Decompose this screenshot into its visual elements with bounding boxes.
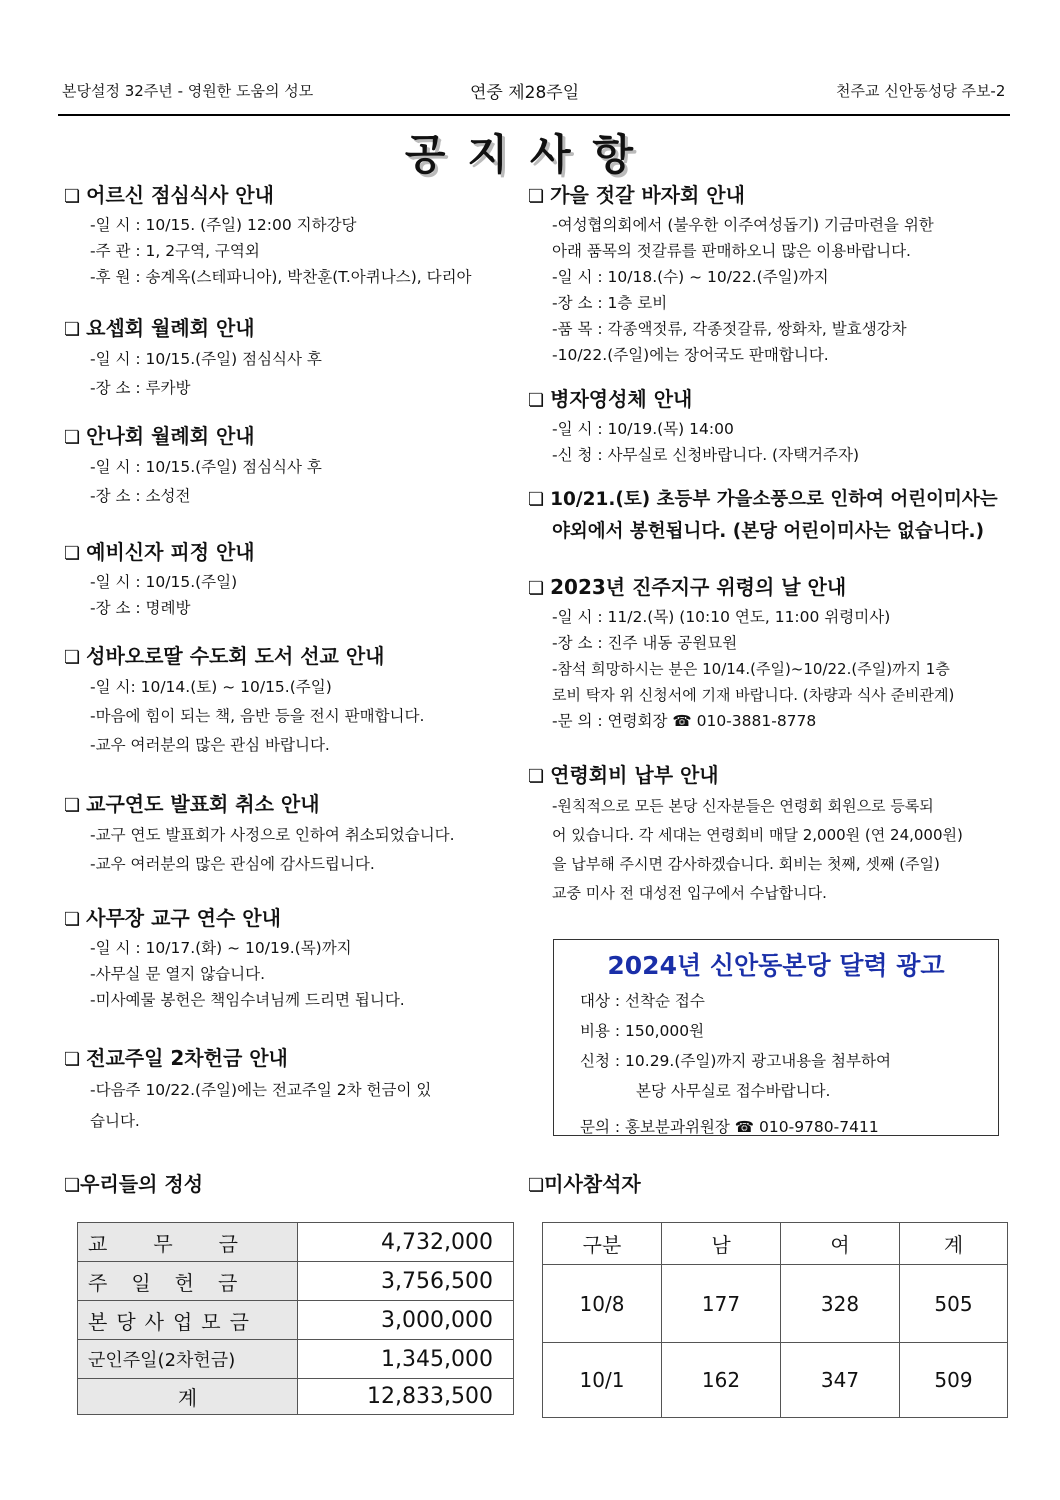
ad-title: 2024년 신안동본당 달력 광고 [607, 951, 945, 980]
section-title-continued: 야외에서 봉헌됩니다. (본당 어린이미사는 없습니다.) [552, 521, 985, 542]
table-row [543, 1265, 1008, 1343]
offering-value: 3,000,000 [298, 1301, 514, 1340]
ad-label: 대상 : [580, 992, 621, 1010]
section-seniors-lunch [64, 180, 524, 313]
cell: 10/8 [543, 1265, 662, 1343]
section-title: 전교주일 2차헌금 안내 [86, 1046, 288, 1070]
section-pauline [64, 641, 524, 789]
table-row [78, 1379, 514, 1415]
section-title: 교구연도 발표회 취소 안내 [86, 792, 320, 816]
page-title: 공지사항 [404, 130, 656, 179]
cell: 162 [662, 1343, 781, 1418]
attendance-title: 미사참석자 [544, 1172, 641, 1196]
cell: 177 [662, 1265, 781, 1343]
line: -품 목 : 각종액젓류, 각종젓갈류, 쌍화차, 발효생강차 [552, 320, 907, 338]
ad-value: 선착순 접수 [625, 992, 705, 1010]
checkbox-icon: ❏ [64, 427, 81, 448]
offering-value: 3,756,500 [298, 1262, 514, 1301]
section-title: 성바오로딸 수도회 도서 선교 안내 [86, 644, 385, 668]
ad-value: 10.29.(주일)까지 광고내용을 첨부하여 [625, 1052, 891, 1070]
checkbox-icon: ❏ [528, 390, 545, 411]
column-header: 계 [900, 1223, 1008, 1265]
checkbox-icon: ❏ [64, 543, 81, 564]
offering-label: 군인주일(2차헌금) [78, 1340, 298, 1379]
offering-label: 본당사업모금 [78, 1301, 298, 1340]
header-center: 연중 제28주일 [470, 83, 580, 103]
section-title: 요셉회 월례회 안내 [86, 316, 255, 340]
section-bazaar [528, 180, 1010, 384]
line: -일 시 : 10/15. (주일) 12:00 지하강당 [90, 216, 357, 234]
line: -일 시 : 10/18.(수) ~ 10/22.(주일)까지 [552, 268, 829, 286]
ad-label: 신청 : [580, 1052, 621, 1070]
checkbox-icon: ❏ [64, 647, 81, 668]
line: -장 소 : 명례방 [90, 599, 191, 617]
section-childrens-mass [528, 484, 1010, 572]
cell: 509 [900, 1343, 1008, 1418]
table-row [543, 1343, 1008, 1418]
checkbox-icon: ❏ [64, 186, 81, 207]
attendance-heading [528, 1168, 641, 1197]
column-header: 구분 [543, 1223, 662, 1265]
section-title: 어르신 점심식사 안내 [86, 183, 274, 207]
line: -후 원 : 송계옥(스테파니아), 박찬훈(T.아퀴나스), 다리아 [90, 268, 472, 286]
line: -일 시 : 10/19.(목) 14:00 [552, 420, 734, 438]
section-memorial-day [528, 572, 1010, 760]
line: -교구 연도 발표회가 사정으로 인하여 취소되었습니다. [90, 826, 455, 844]
ad-row-target [554, 986, 998, 1016]
line: -장 소 : 1층 로비 [552, 294, 668, 312]
line: -미사예물 봉헌은 책임수녀님께 드리면 됩니다. [90, 991, 405, 1009]
table-row [78, 1340, 514, 1379]
ad-value: 본당 사무실로 접수바랍니다. [636, 1082, 831, 1100]
table-row [78, 1223, 514, 1262]
section-title: 병자영성체 안내 [550, 387, 693, 411]
line: -신 청 : 사무실로 신청바랍니다. (자택거주자) [552, 446, 860, 464]
section-title: 2023년 진주지구 위령의 날 안내 [550, 575, 847, 599]
section-secretary [64, 903, 524, 1043]
ad-row-cost [554, 1016, 998, 1046]
ad-value: 홍보분과위원장 ☎ 010-9780-7411 [625, 1118, 879, 1136]
section-title: 10/21.(토) 초등부 가을소풍으로 인하여 어린이미사는 [550, 489, 998, 510]
line: -일 시: 10/14.(토) ~ 10/15.(주일) [90, 678, 332, 696]
checkbox-icon: ❏ [528, 1175, 545, 1196]
checkbox-icon: ❏ [528, 186, 545, 207]
line: -일 시 : 10/15.(주일) [90, 573, 238, 591]
checkbox-icon: ❏ [528, 489, 545, 510]
right-column [528, 180, 1010, 908]
column-header: 남 [662, 1223, 781, 1265]
line: 습니다. [90, 1112, 140, 1130]
section-funeral-dues [528, 760, 1010, 908]
line: -주 관 : 1, 2구역, 구역외 [90, 242, 260, 260]
line: -원칙적으로 모든 본당 신자분들은 연령회 회원으로 등록되 [552, 797, 934, 815]
ad-row-apply [554, 1046, 998, 1076]
ad-value: 150,000원 [625, 1022, 705, 1040]
section-title: 안나회 월례회 안내 [86, 424, 255, 448]
offerings-heading [64, 1168, 203, 1197]
section-title: 가을 젓갈 바자회 안내 [550, 183, 745, 207]
ad-label: 비용 : [580, 1022, 621, 1040]
line: -교우 여러분의 많은 관심 바랍니다. [90, 736, 330, 754]
section-title: 예비신자 피정 안내 [86, 540, 255, 564]
ad-label: 문의 : [580, 1118, 621, 1136]
line: 어 있습니다. 각 세대는 연령회비 매달 2,000원 (연 24,000원) [552, 826, 963, 844]
line: 을 납부해 주시면 감사하겠습니다. 회비는 첫째, 셋째 (주일) [552, 855, 940, 873]
checkbox-icon: ❏ [528, 578, 545, 599]
attendance-table [542, 1222, 1008, 1418]
checkbox-icon: ❏ [528, 766, 545, 787]
section-catechumen [64, 537, 524, 641]
line: -다음주 10/22.(주일)에는 전교주일 2차 헌금이 있 [90, 1081, 432, 1099]
cell: 505 [900, 1265, 1008, 1343]
line: 로비 탁자 위 신청서에 기재 바랍니다. (차량과 식사 준비관계) [552, 686, 955, 704]
line: -참석 희망하시는 분은 10/14.(주일)~10/22.(주일)까지 1층 [552, 660, 950, 678]
section-title: 연령회비 납부 안내 [550, 763, 719, 787]
header-left: 본당설정 32주년 - 영원한 도움의 성모 [62, 82, 314, 100]
line: -마음에 힘이 되는 책, 음반 등을 전시 판매합니다. [90, 707, 425, 725]
section-joseph [64, 313, 524, 421]
section-yeondo [64, 789, 524, 903]
line: -일 시 : 11/2.(목) (10:10 연도, 11:00 위령미사) [552, 608, 891, 626]
offerings-title: 우리들의 정성 [80, 1172, 204, 1196]
table-header-row [543, 1223, 1008, 1265]
cell: 328 [781, 1265, 900, 1343]
line: -일 시 : 10/17.(화) ~ 10/19.(목)까지 [90, 939, 352, 957]
line: -여성협의회에서 (불우한 이주여성돕기) 기금마련을 위한 [552, 216, 934, 234]
checkbox-icon: ❏ [64, 909, 81, 930]
ad-row-apply-continued [554, 1076, 998, 1106]
table-row [78, 1301, 514, 1340]
offering-value: 4,732,000 [298, 1223, 514, 1262]
line: -일 시 : 10/15.(주일) 점심식사 후 [90, 350, 322, 368]
line: -일 시 : 10/15.(주일) 점심식사 후 [90, 458, 322, 476]
line: -사무실 문 열지 않습니다. [90, 965, 266, 983]
offering-label: 주 일 헌 금 [78, 1262, 298, 1301]
line: -교우 여러분의 많은 관심에 감사드립니다. [90, 855, 375, 873]
header-rule [58, 114, 1010, 116]
section-anna [64, 421, 524, 537]
cell: 10/1 [543, 1343, 662, 1418]
line: 아래 품목의 젓갈류를 판매하오니 많은 이용바랍니다. [552, 242, 911, 260]
line: -10/22.(주일)에는 장어국도 판매합니다. [552, 346, 829, 364]
calendar-ad-box [553, 939, 999, 1136]
offerings-table [77, 1222, 514, 1415]
offering-label: 계 [78, 1379, 298, 1415]
ad-row-contact [554, 1112, 998, 1142]
offering-value: 12,833,500 [298, 1379, 514, 1415]
section-title: 사무장 교구 연수 안내 [86, 906, 281, 930]
checkbox-icon: ❏ [64, 1049, 81, 1070]
checkbox-icon: ❏ [64, 319, 81, 340]
section-mission-sunday [64, 1043, 524, 1137]
offering-label: 교 무 금 [78, 1223, 298, 1262]
section-sick-communion [528, 384, 1010, 484]
offering-value: 1,345,000 [298, 1340, 514, 1379]
header-right: 천주교 신안동성당 주보-2 [836, 82, 1006, 100]
column-header: 여 [781, 1223, 900, 1265]
checkbox-icon: ❏ [64, 1175, 81, 1196]
line: -장 소 : 루카방 [90, 379, 191, 397]
checkbox-icon: ❏ [64, 795, 81, 816]
table-row [78, 1262, 514, 1301]
line: -장 소 : 소성전 [90, 487, 191, 505]
line: -장 소 : 진주 내동 공원묘원 [552, 634, 738, 652]
left-column [64, 180, 524, 1137]
line: -문 의 : 연령회장 ☎ 010-3881-8778 [552, 712, 817, 730]
line: 교중 미사 전 대성전 입구에서 수납합니다. [552, 884, 827, 902]
cell: 347 [781, 1343, 900, 1418]
